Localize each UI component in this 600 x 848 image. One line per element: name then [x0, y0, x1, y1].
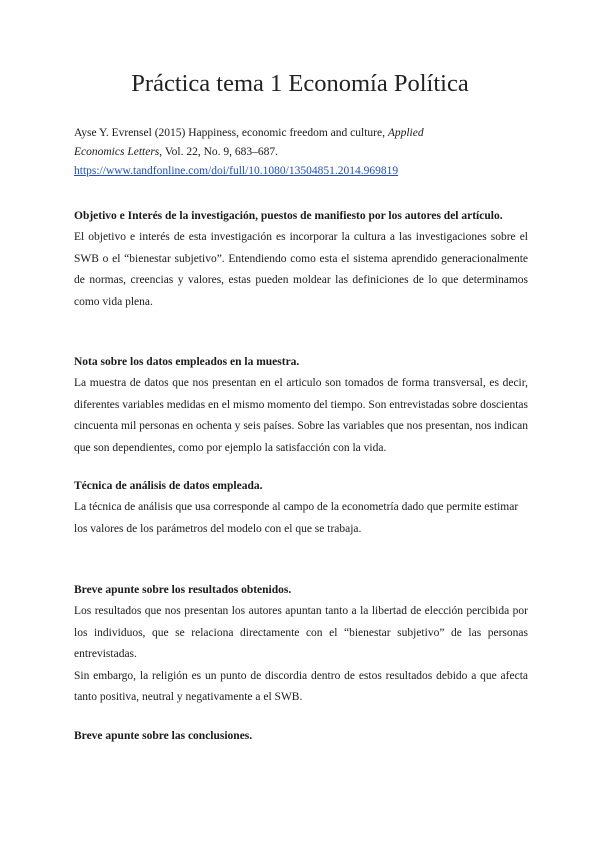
section-objetivo	[74, 208, 528, 313]
section-heading: Breve apunte sobre las conclusiones.	[74, 730, 253, 742]
section-paragraph: La muestra de datos que nos presentan en el articulo son tomados de forma transversal, es decir, diferentes variables medidas en el mismo momento del tiempo. Son entrevistadas sobre doscientas cincuenta mil personas en ochenta y seis países. Sobre las variables que nos presentan, nos indican que son dependientes, como por ejemplo la satisfacción con la vida.	[74, 377, 528, 454]
section-paragraph: La técnica de análisis que usa corresponde al campo de la econometría dado que permite estimar	[74, 501, 519, 513]
reference-journal-part2: Economics Letters	[74, 146, 160, 158]
section-conclusiones	[74, 728, 528, 747]
section-resultados	[74, 582, 528, 709]
reference-block	[74, 124, 534, 181]
reference-journal-part1: Applied	[387, 127, 424, 139]
section-heading: Nota sobre los datos empleados en la muestra.	[74, 356, 300, 368]
section-paragraph: Sin embargo, la religión es un punto de discordia dentro de estos resultados debido a que afecta tanto positiva, neutral y negativamente a el SWB.	[74, 669, 528, 703]
section-paragraph: los valores de los parámetros del modelo con el que se trabaja.	[74, 522, 362, 535]
section-tecnica	[74, 478, 528, 540]
section-heading: Objetivo e Interés de la investigación, puestos de manifiesto por los autores del artículo.	[74, 210, 503, 222]
section-paragraph: Los resultados que nos presentan los autores apuntan tanto a la libertad de elección percibida por los individuos, que se relaciona directamente con el “bienestar subjetivo” de las personas entrevistadas.	[74, 605, 528, 660]
section-paragraph: El objetivo e interés de esta investigación es incorporar la cultura a las investigaciones sobre el SWB o el “bienestar subjetivo”. Entendiendo como esta el sistema aprendido generacionalmente de normas, creencias y valores, estas pueden moldear las definiciones de lo que determinamos como vida plena.	[74, 231, 528, 308]
section-datos	[74, 354, 528, 459]
reference-volume: , Vol. 22, No. 9, 683–687.	[159, 146, 279, 158]
document-title: Práctica tema 1 Economía Política	[131, 70, 469, 97]
section-heading: Técnica de análisis de datos empleada.	[74, 480, 263, 492]
reference-authors-title: Ayse Y. Evrensel (2015) Happiness, economic freedom and culture,	[74, 127, 385, 139]
section-heading: Breve apunte sobre los resultados obtenidos.	[74, 584, 292, 596]
reference-link[interactable]: https://www.tandfonline.com/doi/full/10.1080/13504851.2014.969819	[74, 165, 399, 177]
